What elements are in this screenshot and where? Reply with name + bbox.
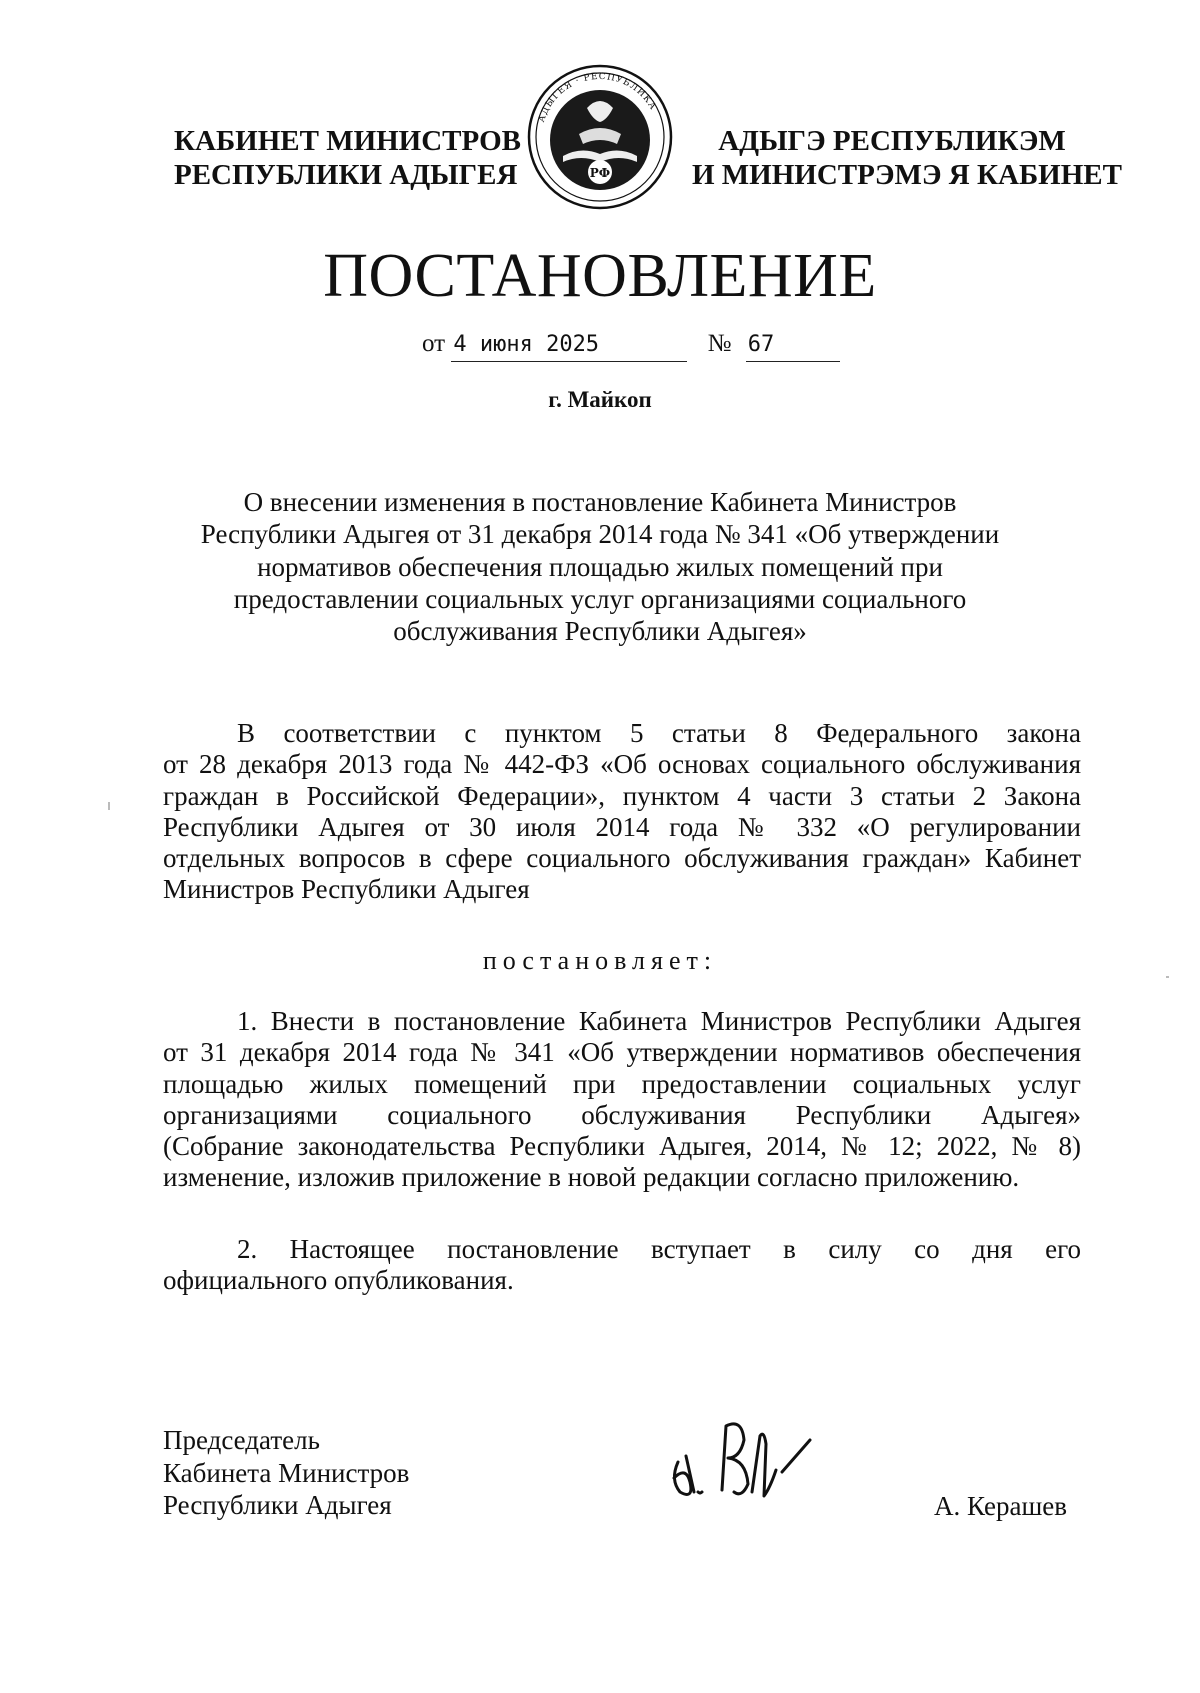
preamble-line: от 28 декабря 2013 года № 442-ФЗ «Об основах социального обслуживания — [163, 749, 1081, 780]
scan-speck — [108, 802, 110, 810]
item-2-paragraph — [163, 1234, 1081, 1297]
item-1-line: организациями социального обслуживания Республики Адыгея» — [163, 1099, 1081, 1130]
header-right-line2: И МИНИСТРЭМЭ Я КАБИНЕТ — [692, 159, 1122, 191]
document-subject — [176, 486, 1024, 647]
signer-name: А. Керашев — [934, 1491, 1067, 1521]
subject-line: Республики Адыгея от 31 декабря 2014 года № 341 «Об утверждении — [200, 519, 1000, 550]
preamble-line: Республики Адыгея от 30 июля 2014 года № 332 «О регулировании — [163, 811, 1081, 842]
resolves-word: постановляет: — [482, 946, 718, 975]
city: г. Майкоп — [548, 387, 652, 412]
item-1-line: от 31 декабря 2014 года № 341 «Об утверждении нормативов обеспечения — [163, 1037, 1081, 1068]
emblem-ring-text: АДЫГЕЯ · РЕСПУБЛИКА — [537, 71, 658, 124]
date-number-line — [422, 328, 840, 362]
preamble-line: Министров Республики Адыгея — [163, 874, 530, 905]
header-right — [692, 124, 1122, 192]
item-1-line: площадью жилых помещений при предоставлении социальных услуг — [163, 1068, 1081, 1099]
subject-line: нормативов обеспечения площадью жилых помещений при — [257, 551, 943, 582]
item-1-paragraph — [163, 1006, 1081, 1194]
position-line: Кабинета Министров — [163, 1457, 410, 1488]
position-line: Республики Адыгея — [163, 1490, 392, 1520]
item-1-line: 1. Внести в постановление Кабинета Министров Республики Адыгея — [237, 1006, 1081, 1036]
subject-line: обслуживания Республики Адыгея» — [393, 616, 807, 647]
subject-line: О внесении изменения в постановление Кабинета Министров — [243, 487, 957, 517]
item-1-line: (Собрание законодательства Республики Адыгея, 2014, № 12; 2022, № 8) — [163, 1131, 1081, 1162]
republic-emblem-icon — [527, 64, 673, 210]
subject-line: предоставлении социальных услуг организациями социального — [233, 583, 967, 614]
header-right-line1: АДЫГЭ РЕСПУБЛИКЭМ — [718, 125, 1066, 157]
number-sign: № — [707, 330, 732, 357]
preamble-line: граждан в Российской Федерации», пунктом 4 части 3 статьи 2 Закона — [163, 780, 1081, 811]
preamble-line: отдельных вопросов в сфере социального обслуживания граждан» Кабинет — [163, 843, 1081, 874]
document-number: 67 — [746, 329, 840, 362]
header-left-line2: РЕСПУБЛИКИ АДЫГЕЯ — [174, 159, 518, 191]
scan-speck — [1166, 976, 1169, 978]
header-left — [174, 124, 521, 192]
signatory-position — [163, 1424, 409, 1522]
emblem-letters: РФ — [589, 166, 611, 180]
item-1-line: изменение, изложив приложение в новой редакции согласно приложению. — [163, 1162, 1020, 1193]
item-2-line: 2. Настоящее постановление вступает в силу со дня его — [237, 1234, 1081, 1264]
position-line: Председатель — [163, 1425, 320, 1455]
preamble-paragraph — [163, 718, 1081, 906]
header-left-line1: КАБИНЕТ МИНИСТРОВ — [174, 125, 521, 157]
date-prefix: от — [422, 330, 446, 357]
document-title: ПОСТАНОВЛЕНИЕ — [323, 242, 877, 310]
preamble-line: В соответствии с пунктом 5 статьи 8 Федерального закона — [237, 718, 1081, 748]
handwritten-signature-icon — [660, 1400, 830, 1510]
item-2-line: официального опубликования. — [163, 1265, 514, 1296]
document-date: 4 июня 2025 — [451, 329, 687, 362]
